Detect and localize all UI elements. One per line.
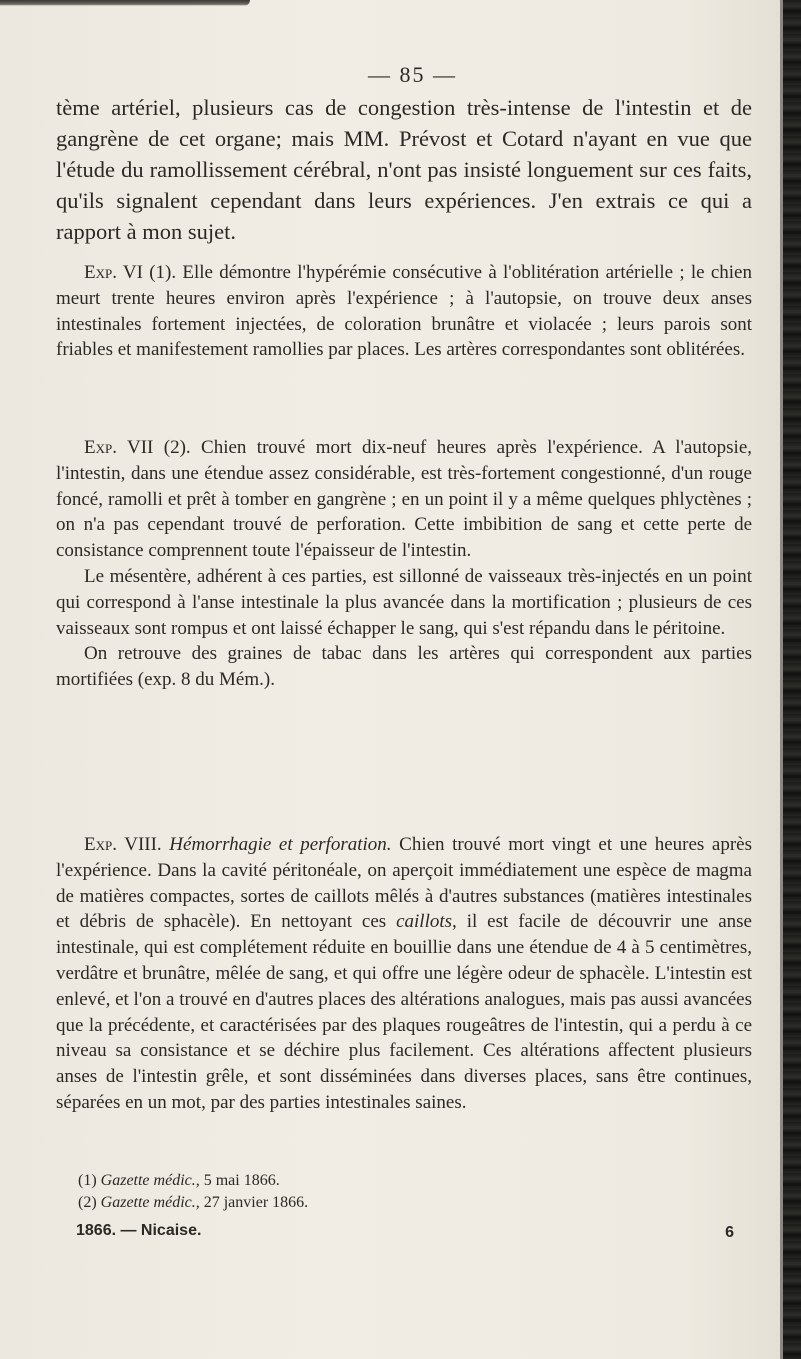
experiment-8-title: Hémorrhagie et perforation. [169, 834, 392, 855]
footnote-2 [78, 1192, 748, 1214]
tobacco-seeds-paragraph: On retrouve des graines de tabac dans les artères qui correspondent aux parties mortifiées (exp. 8 du Mém.). [56, 643, 752, 691]
experiment-8-text-a: Chien trouvé mort vingt et une heures après l'expérience. Dans la cavité péritonéale, on aperçoit immédiatement une espèce de magma de matières compactes, sortes de caillots mêlés à d'autres substances (matières intestinales et débris de sphacèle). En nettoyant ces [56, 834, 753, 933]
footnotes [78, 1170, 748, 1214]
experiment-6-paragraph [56, 260, 752, 363]
caillots-term: caillots [396, 911, 453, 933]
binding-strip [783, 0, 801, 1359]
experiment-6-text: Elle démontre l'hypérémie consécutive à l'oblitération artérielle ; le chien meurt trente heures environ après l'expérience ; à l'autopsie, on trouve deux anses intestinales fortement injectées, de coloration brunâtre et violacée ; leurs parois sont friables et manifestement ramollies par places. Les artères correspondantes sont oblitérées. [56, 262, 752, 361]
page-number: — 85 — [368, 62, 457, 87]
top-edge-shadow [0, 0, 250, 6]
experiment-8-paragraph [56, 832, 752, 1116]
signature-text: 1866. — Nicaise. [76, 1222, 202, 1239]
footnote-2-date: 27 janvier 1866. [199, 1194, 309, 1211]
printer-signature [76, 1222, 746, 1240]
footnote-2-number: (2) [78, 1194, 97, 1211]
footnote-1-source: Gazette médic., [100, 1172, 200, 1189]
signature-mark: 6 [725, 1224, 734, 1241]
experiment-6-label: Exp. VI (1). [84, 262, 177, 283]
footnote-1 [78, 1170, 748, 1192]
mesentery-paragraph: Le mésentère, adhérent à ces parties, est sillonné de vaisseaux très-injectés en un point qui correspond à l'anse intestinale la plus avancée dans la mortification ; plusieurs de ces vaisseaux sont rompus et ont laissé échapper le sang, qui s'est répandu dans le péritoine. [56, 565, 752, 639]
experiment-7-section [56, 435, 752, 693]
experiment-7-text: Chien trouvé mort dix-neuf heures après l'expérience. A l'autopsie, l'intestin, dans une étendue assez considérable, est très-fortement congestionné, d'un rouge foncé, ramolli et prêt à tomber en gangrène ; en un point il y a même quelques phlyctènes ; on n'a pas cependant trouvé de perforation. Cette imbibition de sang et cette perte de consistance comprennent toute l'épaisseur de l'intestin. [56, 437, 753, 562]
intro-paragraph: tème artériel, plusieurs cas de congestion très-intense de l'intestin et de gangrène de cet organe; mais MM. Prévost et Cotard n'ayant en vue que l'étude du ramollissement cérébral, n'ont pas insisté longuement sur ces faits, qu'ils signalent cependant dans leurs expériences. J'en extrais ce qui a rapport à mon sujet. [56, 95, 752, 244]
experiment-8-text-b: , il est facile de découvrir une anse intestinale, qui est complétement réduite en bouillie dans une étendue de 4 à 5 centimètres, verdâtre et brunâtre, mêlée de sang, et qui offre une légère odeur de sphacèle. L'intestin est enlevé, et l'on a trouvé en d'autres places des altérations analogues, mais pas aussi avancées que la précédente, et caractérisées par des plaques rougeâtres de l'intestin, qui a perdu à ce niveau sa consistance et se déchire plus facilement. Ces altérations affectent plusieurs anses de l'intestin grêle, et sont disséminées dans diverses places, sans être continues, séparées en un mot, par des parties intestinales saines. [56, 911, 752, 1113]
experiment-7-paragraph [56, 435, 752, 564]
footnote-1-number: (1) [78, 1172, 97, 1189]
experiment-8-label: Exp. VIII. [84, 834, 162, 855]
footnote-1-date: 5 mai 1866. [199, 1172, 280, 1189]
experiment-7-label: Exp. VII (2). [84, 437, 191, 458]
footnote-2-source: Gazette médic., [100, 1194, 200, 1211]
